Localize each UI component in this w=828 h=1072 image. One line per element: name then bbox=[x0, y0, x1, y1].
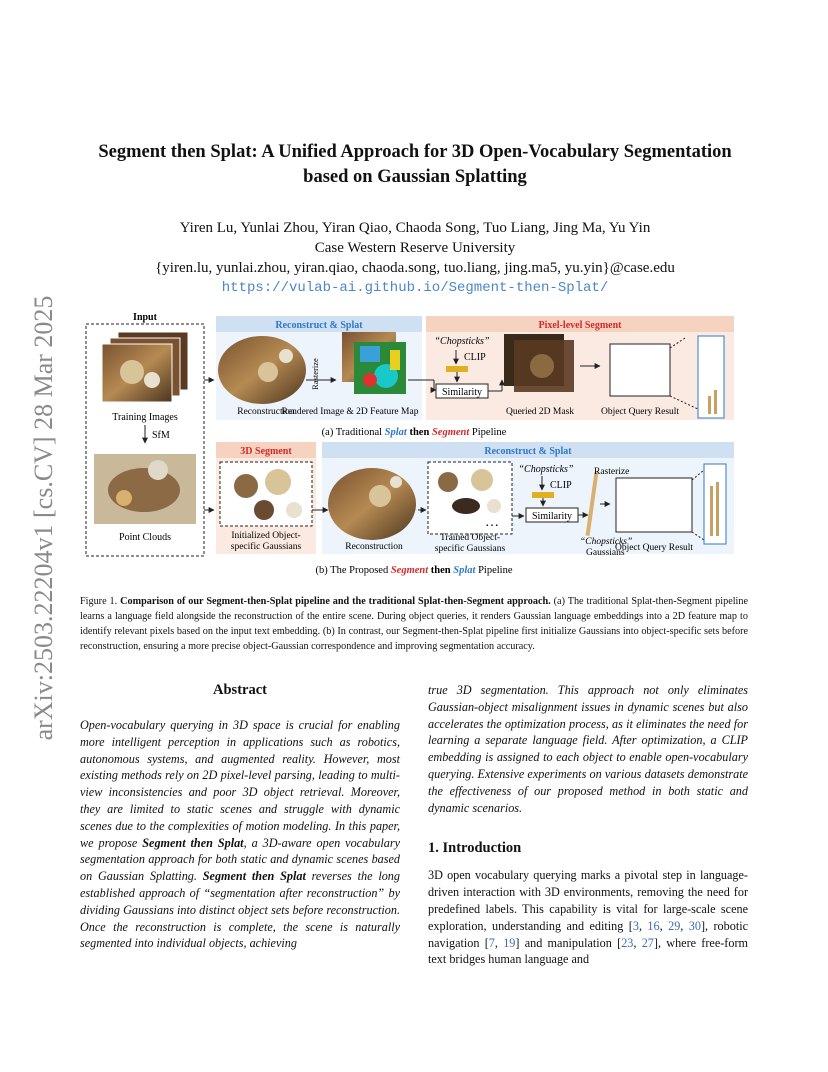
object-query-result-label-bottom: Object Query Result bbox=[614, 543, 694, 553]
similarity-label-top: Similarity bbox=[442, 387, 482, 398]
point-cloud-image bbox=[94, 454, 196, 524]
project-url[interactable]: https://vulab-ai.github.io/Segment-then-Splat/ bbox=[221, 280, 609, 296]
figure-1 bbox=[80, 310, 748, 580]
authors: Yiren Lu, Yunlai Zhou, Yiran Qiao, Chaoda Song, Tuo Liang, Jing Ma, Yu Yin bbox=[179, 220, 651, 236]
rasterize-label-top: Rasterize bbox=[310, 358, 320, 390]
arxiv-sidebar bbox=[14, 268, 74, 768]
rendered-image-label: Rendered Image & 2D Feature Map bbox=[281, 407, 419, 417]
right-column bbox=[428, 682, 748, 968]
caption-text: (a) The traditional Splat-then-Segment pipeline learns a language field alongside the reconstruction of the entire scene. During object queries, it renders Gaussian language embeddings into a 2D feature map to identify relevant pixels based on the input text embedding. (b) In contrast, our Segment-then-Splat pipeline first initialize Gaussians into object-specific sets before reconstruction, ensuring a more precise object-Gaussian correspondence and improving segmentation accuracy. bbox=[80, 596, 748, 652]
figure-caption bbox=[80, 594, 748, 654]
caption-b: (b) The Proposed Segment then Splat Pipeline bbox=[315, 565, 513, 576]
chopsticks-gaussians-1: “Chopsticks” bbox=[580, 537, 633, 547]
citation-link[interactable]: 19 bbox=[503, 935, 516, 950]
arxiv-id: arXiv:2503.22204v1 [cs.CV] 28 Mar 2025 bbox=[29, 295, 58, 741]
chopsticks-gaussians-2: Gaussians bbox=[586, 548, 625, 558]
training-images bbox=[102, 332, 188, 402]
point-clouds-label: Point Clouds bbox=[119, 532, 171, 543]
emails: {yiren.lu, yunlai.zhou, yiran.qiao, chaoda.song, tuo.liang, jing.ma5, yu.yin}@case.edu bbox=[155, 260, 675, 276]
input-label: Input bbox=[133, 312, 157, 323]
queried-mask-label: Queried 2D Mask bbox=[505, 407, 575, 417]
object-query-result-bottom bbox=[616, 478, 692, 532]
reconstruction-image-bottom bbox=[328, 468, 416, 540]
similarity-label-bottom: Similarity bbox=[532, 511, 572, 522]
object-query-result-top bbox=[610, 344, 670, 396]
reconstruction-label-bottom: Reconstruction bbox=[345, 542, 403, 552]
ellipsis: … bbox=[485, 515, 499, 530]
initialized-label-1: Initialized Object- bbox=[231, 531, 301, 541]
caption-a: (a) Traditional Splat then Segment Pipeline bbox=[321, 427, 507, 438]
reconstruction-label-top: Reconstruction bbox=[237, 407, 295, 417]
training-images-label: Training Images bbox=[112, 412, 178, 423]
left-column bbox=[80, 682, 400, 952]
top-header-right: Pixel-level Segment bbox=[538, 320, 622, 331]
abstract-heading: Abstract bbox=[213, 682, 267, 698]
citation-link[interactable]: 30 bbox=[688, 918, 701, 933]
sfm-label: SfM bbox=[152, 430, 170, 441]
pipeline-figure bbox=[80, 310, 748, 580]
author-block bbox=[70, 218, 760, 298]
clip-label-top: CLIP bbox=[464, 352, 486, 363]
bottom-header-left: 3D Segment bbox=[240, 446, 292, 457]
query-text-top: “Chopsticks” bbox=[434, 336, 490, 347]
intro-heading: 1. Introduction bbox=[428, 840, 522, 857]
citation-link[interactable]: 29 bbox=[668, 918, 681, 933]
trained-label-2: specific Gaussians bbox=[434, 544, 506, 554]
rasterize-label-bottom: Rasterize bbox=[594, 467, 630, 477]
queried-mask bbox=[504, 334, 574, 392]
caption-label: Figure 1. bbox=[80, 596, 118, 607]
trained-label-1: Trained Object- bbox=[439, 533, 501, 543]
citation-link[interactable]: 3 bbox=[632, 918, 639, 933]
citation-link[interactable]: 16 bbox=[647, 918, 660, 933]
affiliation: Case Western Reserve University bbox=[314, 240, 516, 256]
reconstruction-image-top bbox=[218, 336, 306, 404]
top-header-left: Reconstruct & Splat bbox=[275, 320, 363, 331]
initialized-label-2: specific Gaussians bbox=[230, 542, 302, 552]
intro-p1: 3D open vocabulary querying marks a pivotal step in language-driven interaction with 3D environments, removing the need for predefined labels. This capability is vital for large-scale scene exploration, understanding and editing [3, 16, 29, 30], robotic navigation [7, 19] and manipulation [23, 27], where free-form text bridges human language and bbox=[428, 868, 749, 967]
citation-link[interactable]: 7 bbox=[488, 935, 495, 950]
object-query-result-label-top: Object Query Result bbox=[600, 407, 680, 417]
bottom-header-right: Reconstruct & Splat bbox=[484, 446, 572, 457]
abstract-p2: true 3D segmentation. This approach not only eliminates Gaussian-object misalignment issues in dynamic scenes but also accelerates the optimization process, as it eliminates the need for learning a separate language field. After optimization, a CLIP embedding is assigned to each object to enable open-vocabulary querying. Extensive experiments on various datasets demonstrate the effectiveness of our proposed method in both static and dynamic scenarios. bbox=[428, 683, 748, 815]
abstract-p1: Open-vocabulary querying in 3D space is crucial for enabling more intelligent perception in applications such as robotics, autonomous systems, and augmented reality. However, most existing methods rely on 2D pixel-level parsing, leading to multi-view inconsistencies and poor 3D object retrieval. Moreover, they are limited to static scenes and struggle with dynamic scenes due to the complexities of motion modeling. In this paper, we propose Segment then Splat, a 3D-aware open vocabulary segmentation approach for both static and dynamic scenes based on Gaussian Splatting. Segment then Splat reverses the long established approach of “segmentation after reconstruction” by dividing Gaussians into distinct object sets before reconstruction. Once the reconstruction is complete, the scene is naturally segmented into individual objects, achieving bbox=[80, 718, 400, 951]
caption-bold: Comparison of our Segment-then-Splat pipeline and the traditional Splat-then-Segment approach. bbox=[120, 596, 551, 607]
clip-label-bottom: CLIP bbox=[550, 480, 572, 491]
citation-link[interactable]: 27 bbox=[641, 935, 654, 950]
citation-link[interactable]: 23 bbox=[621, 935, 634, 950]
query-text-bottom: “Chopsticks” bbox=[518, 464, 574, 475]
paper-title: Segment then Splat: A Unified Approach for 3D Open-Vocabulary Segmentation based on Gaussian Splatting bbox=[98, 142, 732, 187]
